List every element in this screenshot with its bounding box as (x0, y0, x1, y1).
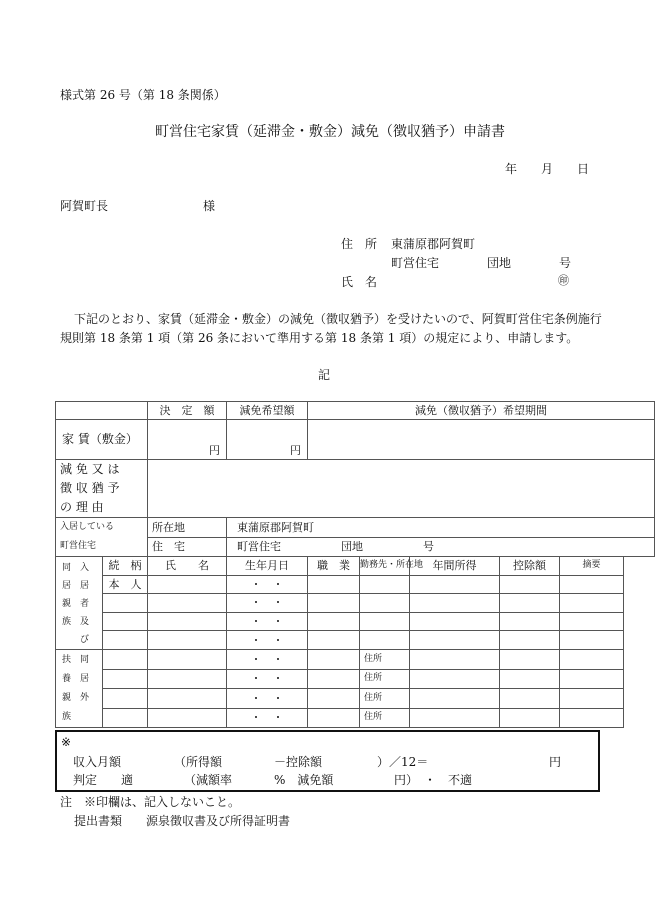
yen-unit: 円 (549, 755, 562, 769)
header-blank (56, 402, 148, 420)
location-label: 所在地 (148, 518, 227, 538)
col-relation: 続 柄 (103, 557, 148, 576)
col-birthdate: 生年月日 (227, 557, 308, 576)
yen-unit: 円 (290, 443, 301, 457)
page-title: 町営住宅家賃（延滞金・敷金）減免（徴収猶予）申請書 (155, 124, 505, 140)
deduction-label: －控除額 (274, 755, 323, 769)
applicant-address-label: 住 所 (341, 237, 378, 251)
location-value: 東蒲原郡阿賀町 (237, 520, 314, 534)
seal-mark: ㊞ (558, 274, 569, 287)
table-row (56, 650, 655, 670)
table-row (56, 594, 655, 613)
body-text-line-1: 下記のとおり、家賃（延滞金・敷金）の減免（徴収猶予）を受けたいので、阿賀町営住宅条例施行 (74, 312, 602, 326)
birthdate-dots[interactable]: ・ ・ (227, 689, 308, 709)
self-relation: 本 人 (103, 575, 148, 594)
header-decided-amount: 決 定 額 (148, 402, 227, 420)
location-field[interactable] (227, 518, 655, 538)
house-value: 町営住宅 (237, 540, 281, 554)
ki-heading: 記 (318, 368, 331, 382)
table-row (56, 575, 655, 594)
col-annual-income: 年間所得 (410, 557, 500, 576)
cohabiting-family-label: 同 入 居 居 親 者 族 及 び (56, 557, 103, 650)
birthdate-dots[interactable]: ・ ・ (227, 575, 308, 594)
applicant-danchi: 団地 (487, 256, 512, 270)
birthdate-dots[interactable]: ・ ・ (227, 650, 308, 670)
birthdate-dots[interactable]: ・ ・ (227, 708, 308, 728)
note-1: 注 ※印欄は、記入しないこと。 (60, 795, 241, 809)
birthdate-dots[interactable]: ・ ・ (227, 594, 308, 613)
col-occupation: 職 業 (308, 557, 360, 576)
house-field[interactable] (227, 537, 655, 557)
col-name: 氏 名 (148, 557, 227, 576)
date-day: 日 (577, 162, 590, 176)
header-period: 減免（徴収猶予）希望期間 (308, 402, 655, 420)
table-row (56, 669, 655, 689)
house-danchi: 団地 (341, 540, 363, 554)
reason-label: 減 免 又 は 徴 収 猶 予 の 理 由 (56, 460, 148, 518)
addressee-name: 阿賀町長 (60, 199, 109, 213)
decided-amount-field[interactable] (148, 420, 227, 460)
house-go: 号 (423, 540, 434, 554)
period-field[interactable] (308, 420, 655, 460)
applicant-housing-label: 町営住宅 (391, 256, 440, 270)
table-row (56, 612, 655, 631)
col-deduction: 控除額 (500, 557, 560, 576)
unsuitable-label: 円） ・ 不適 (394, 773, 473, 787)
office-use-box (55, 730, 600, 792)
header-desired-amount: 減免希望額 (227, 402, 308, 420)
monthly-income-label: 収入月額 (73, 755, 122, 769)
date-month: 月 (541, 162, 554, 176)
application-table (55, 401, 655, 728)
office-use-mark: ※ (61, 735, 72, 749)
birthdate-dots[interactable]: ・ ・ (227, 669, 308, 689)
house-label: 住 宅 (148, 537, 227, 557)
reduction-rate-label: （減額率 (184, 773, 233, 787)
note-2: 提出書類 源泉徴収書及び所得証明書 (74, 814, 291, 828)
address-cell[interactable]: 住所 (360, 669, 410, 689)
table-row (56, 689, 655, 709)
reduction-amount-label: % 減免額 (274, 773, 334, 787)
applicant-address-value: 東蒲原郡阿賀町 (391, 237, 476, 251)
birthdate-dots[interactable]: ・ ・ (227, 631, 308, 650)
address-cell[interactable]: 住所 (360, 689, 410, 709)
address-cell[interactable]: 住所 (360, 650, 410, 670)
addressee-suffix: 様 (203, 199, 216, 213)
table-row (56, 708, 655, 728)
reason-field[interactable] (148, 460, 655, 518)
applicant-name-label: 氏 名 (341, 275, 378, 289)
residing-housing-label: 入居している 町営住宅 (56, 518, 148, 557)
applicant-go: 号 (559, 256, 572, 270)
yen-unit: 円 (209, 443, 220, 457)
desired-amount-field[interactable] (227, 420, 308, 460)
income-amount-label: （所得額 (174, 755, 223, 769)
col-workplace: 勤務先・所在地 (360, 557, 410, 576)
address-cell[interactable]: 住所 (360, 708, 410, 728)
col-remarks: 摘要 (560, 557, 624, 576)
form-reference: 様式第 26 号（第 18 条関係） (60, 88, 226, 102)
divide-twelve-label: ）／12＝ (377, 755, 429, 769)
date-year: 年 (505, 162, 518, 176)
table-row (56, 631, 655, 650)
rent-label: 家 賃（敷金） (56, 420, 148, 460)
judgment-label: 判定 適 (73, 773, 134, 787)
body-text-line-2: 規則第 18 条第 1 項（第 26 条において準用する第 18 条第 1 項）の規定により、申請します。 (60, 331, 579, 345)
birthdate-dots[interactable]: ・ ・ (227, 612, 308, 631)
supported-family-label: 扶 同 養 居 親 外 族 (56, 650, 103, 728)
